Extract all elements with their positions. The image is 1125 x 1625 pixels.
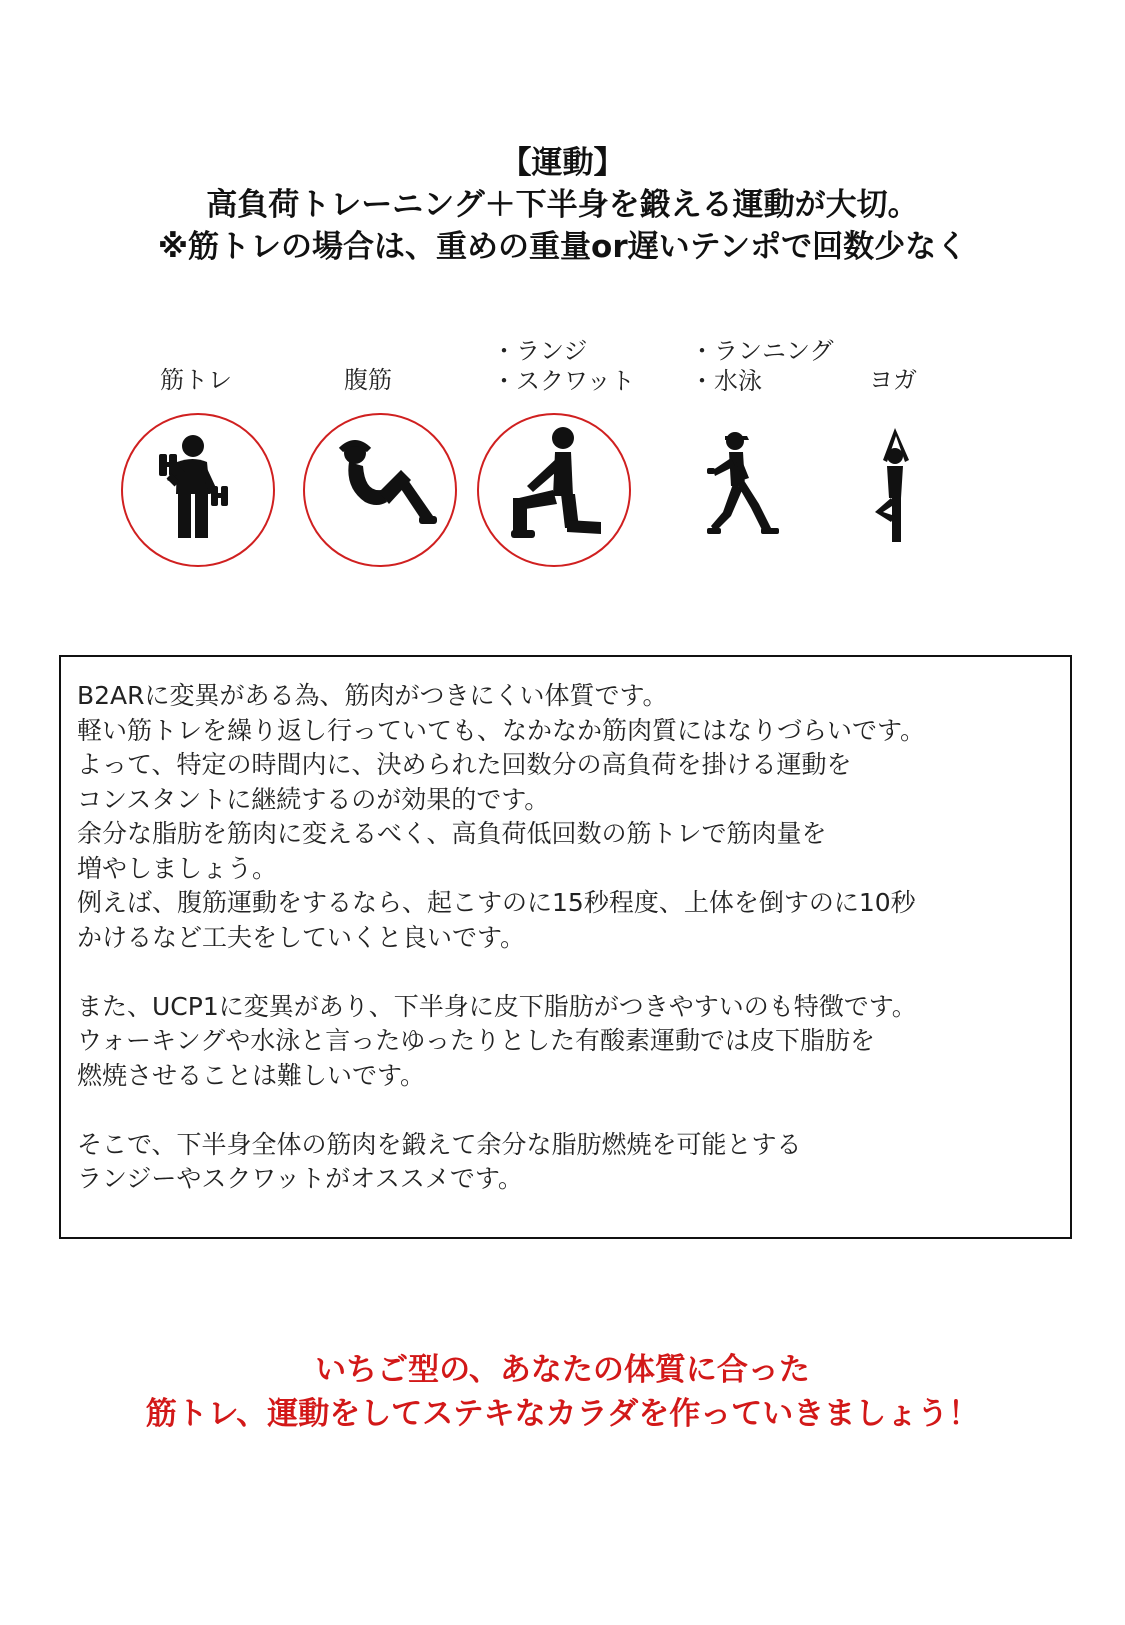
body-line: そこで、下半身全体の筋肉を鍛えて余分な脂肪燃焼を可能とする <box>77 1129 802 1159</box>
body-line: コンスタントに継続するのが効果的です。 <box>77 784 550 814</box>
exercise-label-lunge-line2: ・スクワット <box>492 367 635 395</box>
closing-line1: いちご型の、あなたの体質に合った <box>315 1352 810 1388</box>
exercise-label-running-line1: ・ランニング <box>690 337 834 365</box>
body-line: 軽い筋トレを繰り返し行っていても、なかなか筋肉質にはなりづらいです。 <box>77 715 926 745</box>
closing-line2: 筋トレ、運動をしてステキなカラダを作っていきましょう！ <box>145 1396 980 1432</box>
body-line: よって、特定の時間内に、決められた回数分の高負荷を掛ける運動を <box>77 750 852 779</box>
yoga-pose-icon <box>865 426 925 546</box>
paragraph-gap <box>77 955 1070 990</box>
paragraph-gap <box>77 1093 1070 1128</box>
exercise-label-lunge-line1: ・ランジ <box>492 337 588 365</box>
body-line: かけるなど工夫をしていくと良いです。 <box>77 922 526 952</box>
body-line: 燃焼させることは難しいです。 <box>77 1060 426 1090</box>
running-icon <box>705 428 785 540</box>
exercise-label-running <box>690 336 834 396</box>
explanation-box <box>59 655 1072 1239</box>
body-line: ランジーやスクワットがオススメです。 <box>77 1164 523 1193</box>
exercise-label-yoga: ヨガ <box>869 366 917 394</box>
exercise-label-strength: 筋トレ <box>160 366 232 394</box>
exercise-label-situps: 腹筋 <box>344 366 392 394</box>
exercise-label-lunge <box>492 336 635 396</box>
page-heading <box>0 142 1125 268</box>
exercise-label-running-line2: ・水泳 <box>690 367 762 395</box>
heading-note: ※筋トレの場合は、重めの重量or遅いテンポで回数少なく <box>157 229 968 265</box>
situp-icon <box>335 440 440 530</box>
dumbbell-person-icon <box>155 432 245 542</box>
heading-title: 【運動】 <box>500 145 625 181</box>
body-line: 例えば、腹筋運動をするなら、起こすのに15秒程度、上体を倒すのに10秒 <box>77 888 916 917</box>
body-line: 余分な脂肪を筋肉に変えるべく、高負荷低回数の筋トレで筋肉量を <box>77 819 827 848</box>
body-line: 増やしましょう。 <box>77 853 278 883</box>
body-line: また、UCP1に変異があり、下半身に皮下脂肪がつきやすいのも特徴です。 <box>77 991 917 1021</box>
closing-message <box>0 1348 1125 1436</box>
heading-subtitle: 高負荷トレーニング＋下半身を鍛える運動が大切。 <box>206 187 919 223</box>
body-line: B2ARに変異がある為、筋肉がつきにくい体質です。 <box>77 681 668 710</box>
body-line: ウォーキングや水泳と言ったゆったりとした有酸素運動では皮下脂肪を <box>77 1026 876 1055</box>
lunge-icon <box>505 424 605 544</box>
